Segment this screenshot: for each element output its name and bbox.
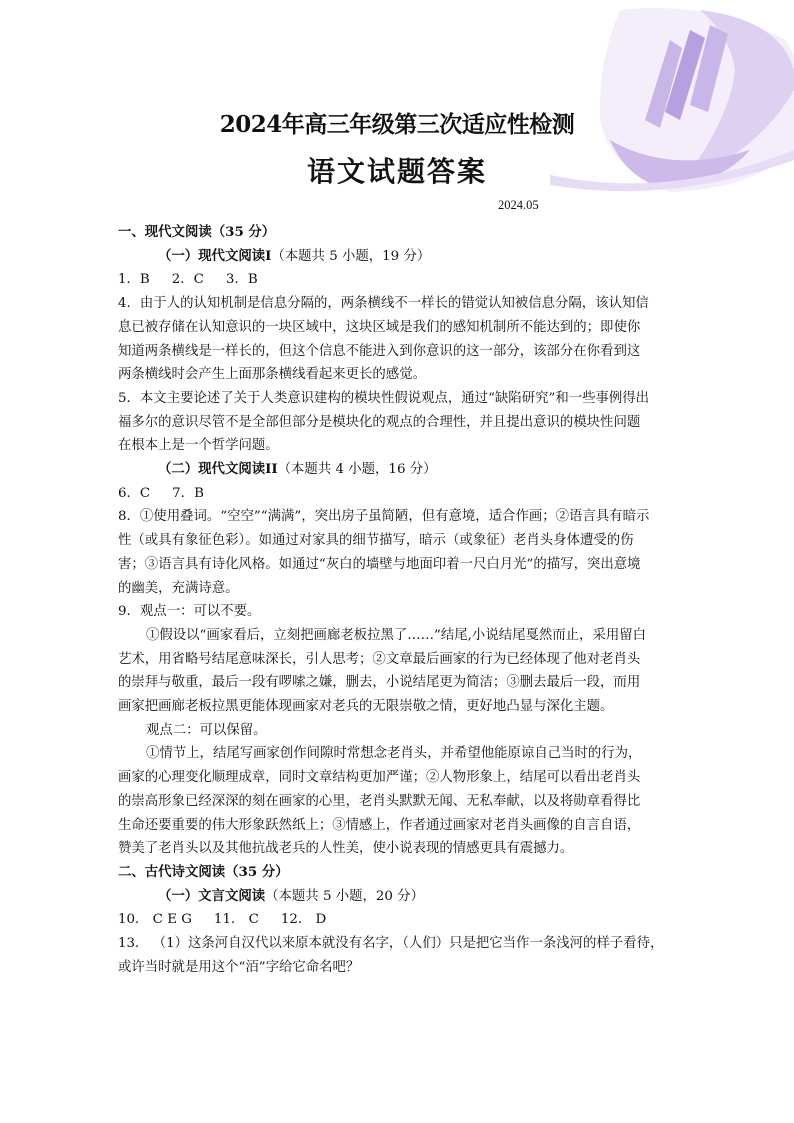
answer-3: 3．B [225,272,258,288]
answer-12: 12． D [280,912,327,928]
answer-5-line: 福多尔的意识尽管不是全部但部分是模块化的观点的合理性，并且提出意识的模块性问题 [118,414,641,430]
subsection-note: （本题共 5 小题，20 分） [265,888,424,904]
answer-8-line: 的幽美，充满诗意。 [118,580,239,596]
exam-date: 2024.05 [498,198,539,212]
answers-6-7 [118,482,684,506]
answer-6: 6．C [118,485,151,501]
subsection-heading-1b [118,458,684,482]
subsection-title: （二）现代文阅读II [158,461,278,478]
answer-2: 2．C [171,272,204,288]
answer-5-line: 在根本上是一个哲学问题。 [118,438,279,454]
answer-9-line: 的崇拜与敬重，最后一段有啰嗦之嫌，删去，小说结尾更为简洁；③删去最后一段，而用 [118,675,641,691]
answer-4-line: 两条横线时会产生上面那条横线看起来更长的感觉。 [118,367,426,383]
answers-10-12 [118,908,684,932]
answer-13-line: 13． （1）这条河自汉代以来原本就没有名字，（人们）只是把它当作一条浅河的样子看待， [118,936,664,952]
answers-1-3 [118,268,684,292]
answer-9-line: ①假设以“画家看后，立刻把画廊老板拉黑了……”结尾,小说结尾戛然而止，采用留白 [146,627,647,643]
answer-4-line: 息已被存储在认知意识的一块区域中，这块区域是我们的感知机制所不能达到的；即使你 [118,319,641,335]
answer-9-heading: 9．观点一：可以不要。 [118,604,261,620]
answer-7: 7．B [172,485,204,501]
page-title: 2024年高三年级第三次适应性检测 [219,111,575,138]
answer-9-line: 画家的心理变化顺理成章，同时文章结构更加严谨；②人物形象上，结尾可以看出老肖头 [118,770,641,786]
answer-5-line: 5．本文主要论述了关于人类意识建构的模块性假说观点，通过“缺陷研究”和一些事例得出 [118,390,650,406]
answer-9-line: 画家把画廊老板拉黑更能体现画家对老兵的无限崇敬之情，更好地凸显与深化主题。 [118,699,614,715]
answer-9-line: ①情节上，结尾写画家创作间隙时常想念老肖头，并希望他能原谅自己当时的行为， [146,746,642,762]
answer-8-line: 8．①使用叠词。“空空”“满满”，突出房子虽简陋，但有意境，适合作画；②语言具有暗示 [118,509,650,525]
answer-13-line: 或许当时就是用这个“洦”字给它命名吧？ [118,959,360,975]
answer-1: 1．B [118,272,150,288]
subsection-heading-1a [118,245,684,269]
answer-content [118,221,684,980]
subsection-title: （一）现代文阅读I [158,247,272,264]
answer-9-line: 艺术，用省略号结尾意味深长，引人思考；②文章最后画家的行为已经体现了他对老肖头 [118,651,641,667]
page-subtitle: 语文试题答案 [306,155,487,188]
subsection-note: （本题共 5 小题，19 分） [271,248,431,264]
answer-9-view2: 观点二：可以保留。 [146,722,267,738]
answer-4-line: 4．由于人的认知机制是信息分隔的，两条横线不一样长的错觉认知被信息分隔，该认知信 [118,296,649,312]
answer-8-line: 害；③语言具有诗化风格。如通过“灰白的墙壁与地面印着一尺白月光”的描写，突出意境 [118,556,641,572]
subsection-note: （本题共 4 小题，16 分） [277,462,437,478]
subsection-title: （一）文言文阅读 [158,887,266,904]
answer-4-line: 知道两条横线是一样长的，但这个信息不能进入到你意识的这一部分，该部分在你看到这 [118,343,641,359]
subsection-heading-2a [118,885,684,909]
section-heading-1: 一、现代文阅读（35 分） [118,224,276,240]
answer-9-line: 生命还要重要的伟大形象跃然纸上；③情感上，作者通过画家对老肖头画像的自言自语， [118,817,641,833]
answer-10: 10． C E G [118,912,192,928]
answer-8-line: 性（或具有象征色彩）。如通过对家具的细节描写，暗示（或象征）老肖头身体遭受的伤 [118,533,634,549]
answer-11: 11． C [213,912,259,928]
answer-9-line: 的崇高形象已经深深的刻在画家的心里，老肖头默默无闻、无私奉献，以及将勋章看得比 [118,793,641,809]
answer-9-line: 赞美了老肖头以及其他抗战老兵的人性美，使小说表现的情感更具有震撼力。 [118,841,574,857]
section-heading-2: 二、古代诗文阅读（35 分） [118,863,289,880]
